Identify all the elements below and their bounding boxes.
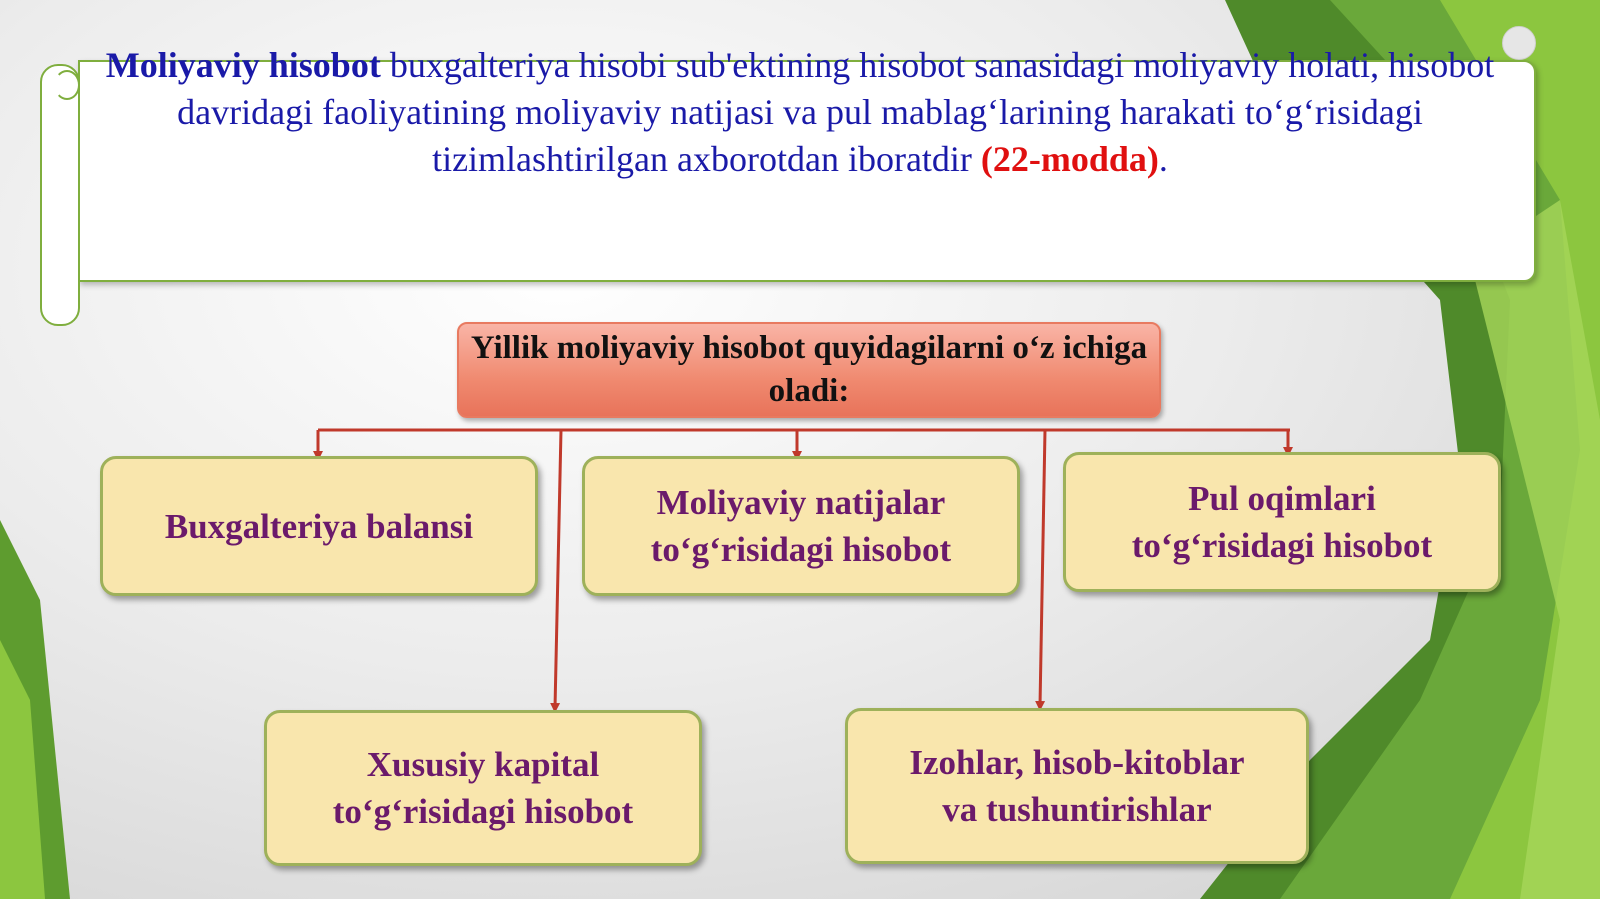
diagram-root-box xyxy=(457,322,1161,418)
definition-term: Moliyaviy hisobot xyxy=(105,45,381,85)
item-box-balance xyxy=(100,456,538,596)
connector-to-item-4 xyxy=(555,430,561,708)
item-box-financial-results xyxy=(582,456,1020,596)
definition-body: buxgalteriya hisobi sub'ektining hisobot sanasidagi moliyaviy holati, hisobot davridagi faoliyatining moliyaviy natijasi va pul mablag‘larining harakati to‘g‘risidagi tizimlashtirilgan axborotdan iboratdir xyxy=(177,45,1495,179)
item-box-equity xyxy=(264,710,702,866)
item-label-financial-results: Moliyaviy natijalar to‘g‘risidagi hisobot xyxy=(650,483,952,569)
diagram-root-label: Yillik moliyaviy hisobot quyidagilarni o‘z ichiga oladi: xyxy=(470,330,1148,409)
definition-end: . xyxy=(1158,139,1168,179)
item-label-balance: Buxgalteriya balansi xyxy=(164,506,474,546)
item-box-notes xyxy=(845,708,1309,864)
item-label-equity: Xususiy kapital to‘g‘risidagi hisobot xyxy=(332,745,634,831)
definition-reference: (22-modda) xyxy=(980,139,1159,179)
connector-to-item-5 xyxy=(1040,430,1045,706)
item-box-cash-flows xyxy=(1063,452,1501,592)
item-label-cash-flows: Pul oqimlari to‘g‘risidagi hisobot xyxy=(1131,479,1433,565)
item-label-notes: Izohlar, hisob-kitoblar va tushuntirishlar xyxy=(909,743,1245,829)
